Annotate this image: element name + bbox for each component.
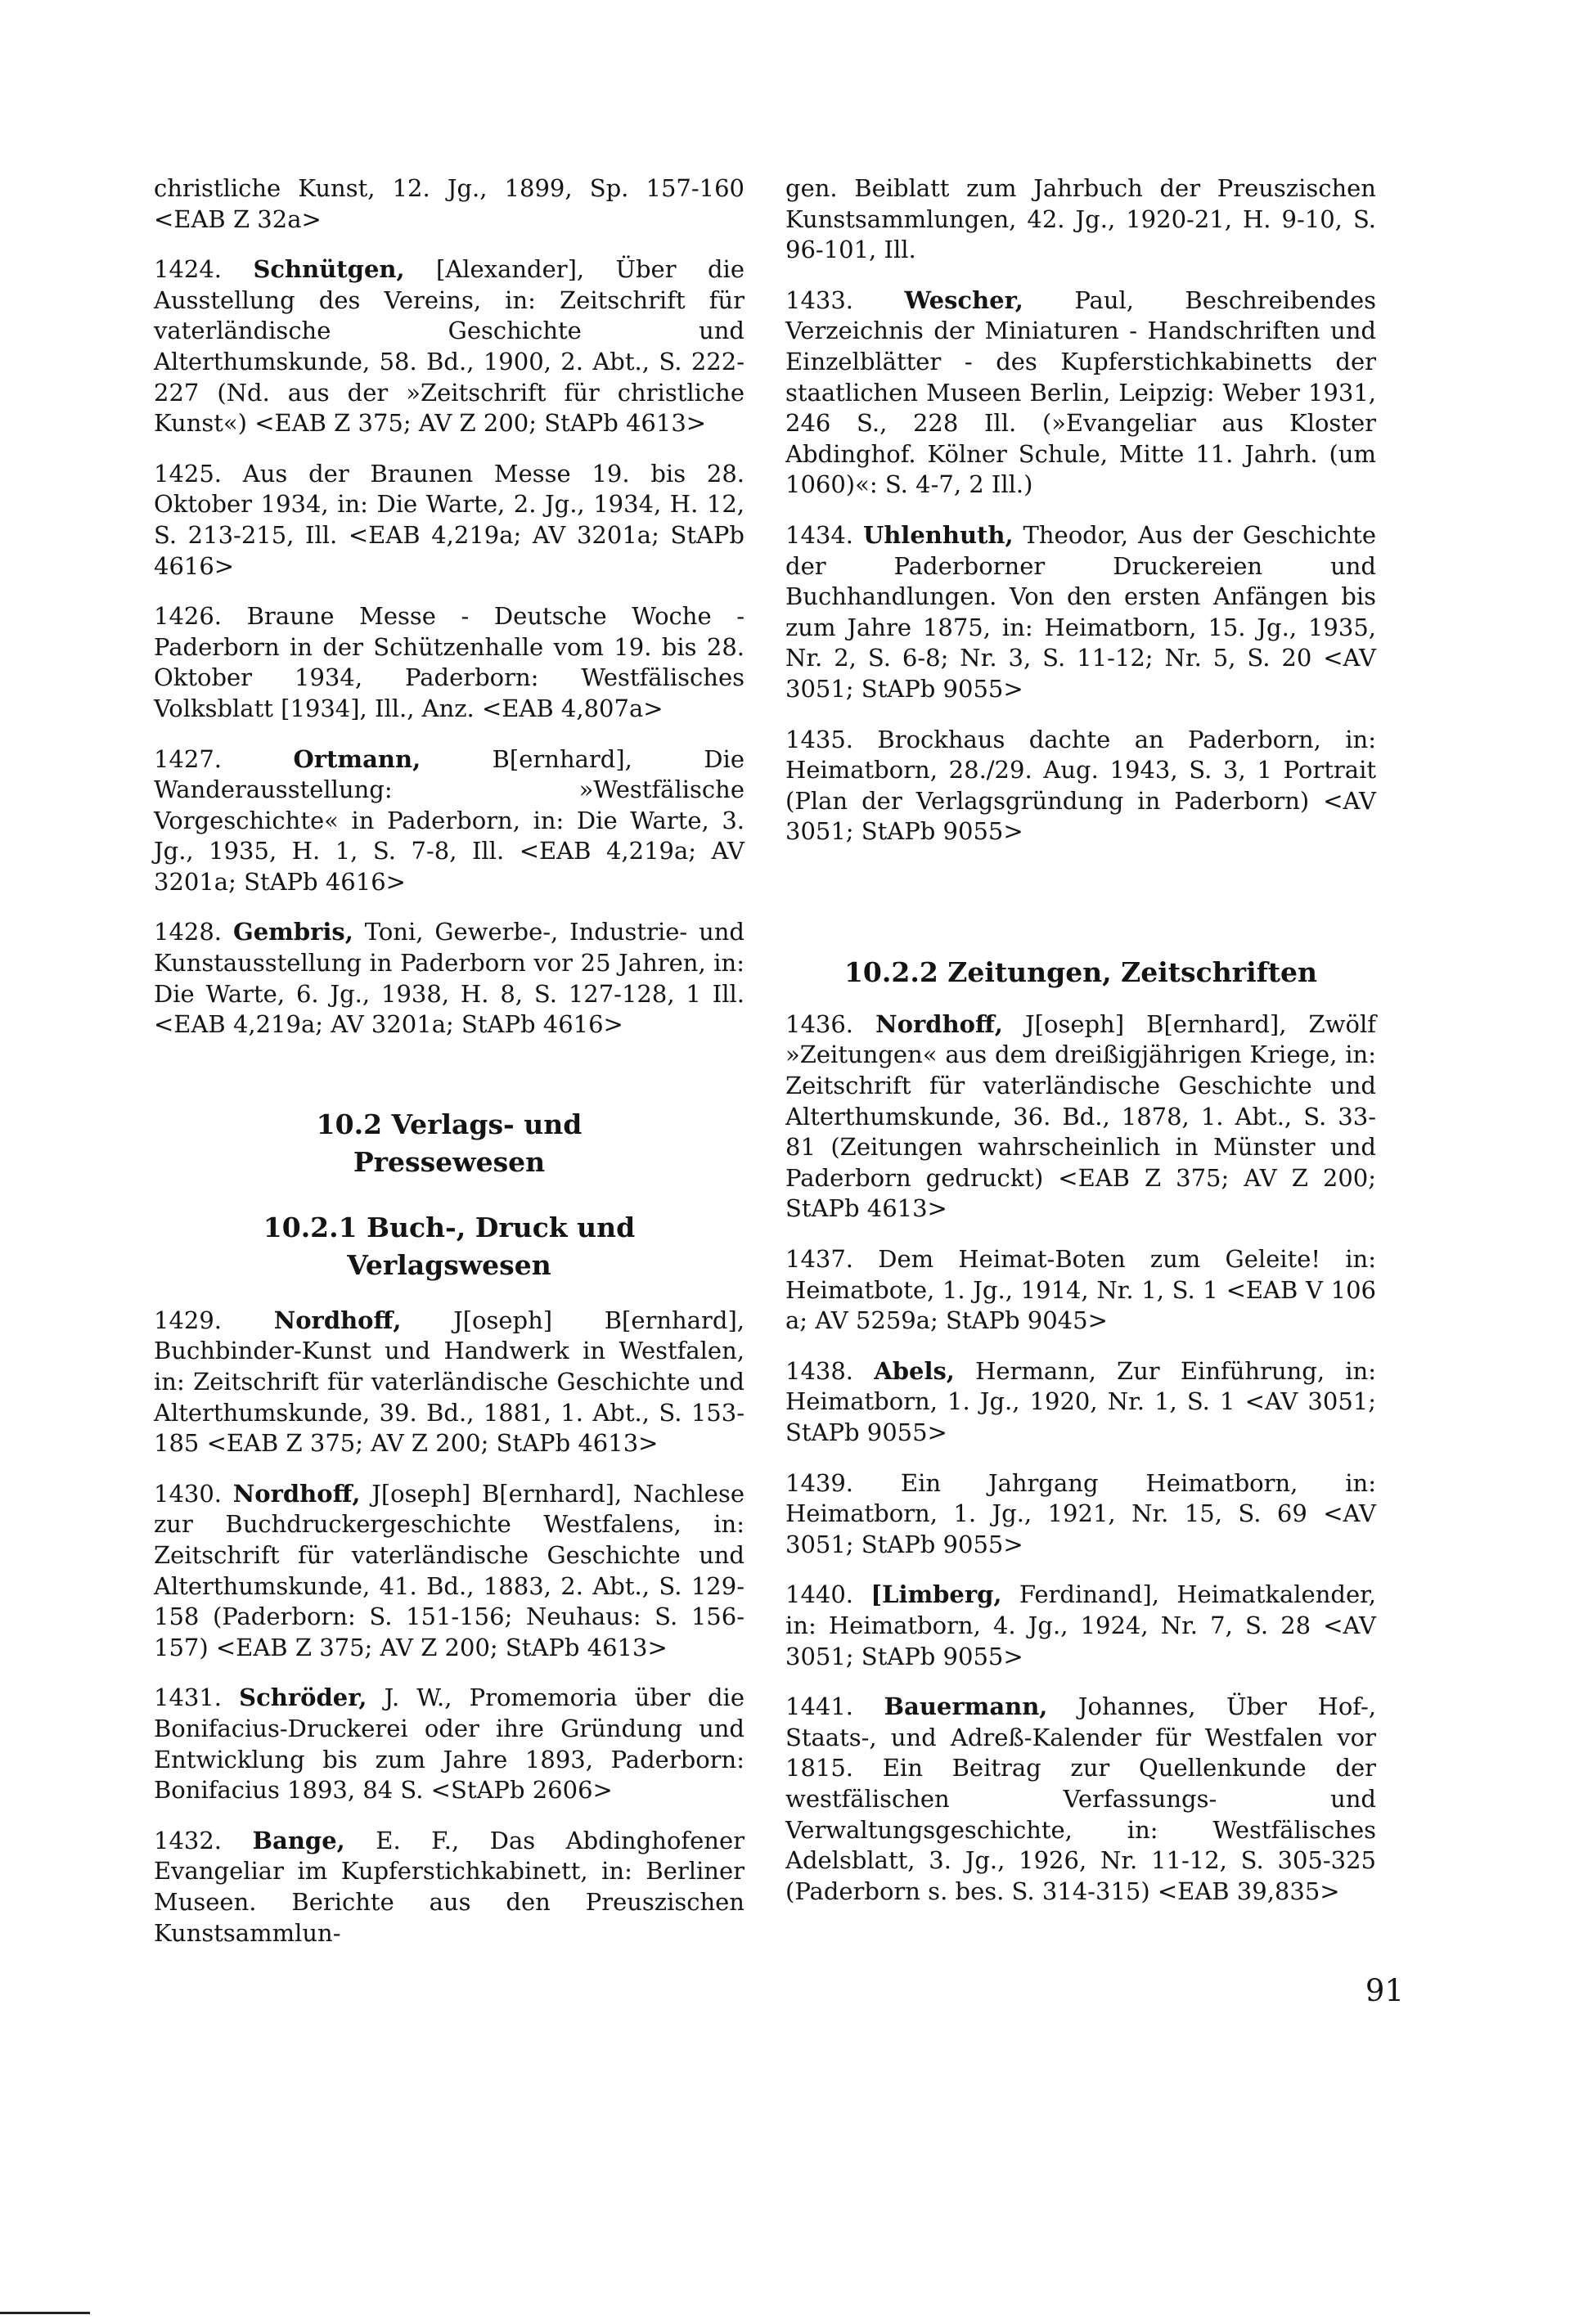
bibliography-entry xyxy=(154,917,745,1040)
section-heading xyxy=(154,1106,745,1181)
bibliography-entry xyxy=(785,725,1376,847)
entry-author: Gembris, xyxy=(232,918,353,946)
bibliography-entry xyxy=(785,520,1376,705)
entry-number: 1432. xyxy=(154,1826,223,1854)
subsection-heading xyxy=(154,1209,745,1284)
bibliography-entry xyxy=(154,1479,745,1664)
section-heading-line: Pressewesen xyxy=(353,1145,546,1178)
subsection-heading-line: Verlagswesen xyxy=(347,1248,551,1281)
entry-list xyxy=(154,254,745,1041)
entry-text: Johannes, Über Hof-, Staats-, und Adreß-Kalender für Westfalen vor 1815. Ein Beitrag zur Quellenkunde der westfälischen Verfassungs- und Verwaltungsgeschichte, in: Westfälisches Adelsblatt, 3. Jg., 1926, Nr. 11-12, S. 305-325 (Paderborn s. bes. S. 314-315) <EAB 39,835> xyxy=(785,1692,1376,1905)
right-column xyxy=(785,173,1376,1926)
entry-text: Brockhaus dachte an Paderborn, in: Heimatborn, 28./29. Aug. 1943, S. 3, 1 Portrait (Plan der Verlagsgründung in Paderborn) <AV 3051; StAPb 9055> xyxy=(785,725,1376,846)
entry-number: 1437. xyxy=(785,1245,854,1274)
bibliography-entry xyxy=(785,1580,1376,1672)
entry-number: 1434. xyxy=(785,520,854,549)
subsection-heading-line: 10.2.1 Buch-, Druck und xyxy=(263,1211,636,1243)
entry-author: Schnütgen, xyxy=(253,255,405,284)
entry-number: 1439. xyxy=(785,1468,854,1497)
entry-number: 1436. xyxy=(785,1009,854,1038)
bibliography-entry xyxy=(154,459,745,582)
section-heading-line: 10.2 Verlags- und xyxy=(316,1108,583,1140)
entry-text: J[oseph] B[ernhard], Zwölf »Zeitungen« aus dem dreißigjährigen Kriege, in: Zeitschrift für vaterländische Geschichte und Alterthumskunde, 36. Bd., 1878, 1. Abt., S. 33-81 (Zeitungen wahrscheinlich in Münster und Paderborn gedruckt) <EAB Z 375; AV Z 200; StAPb 4613> xyxy=(785,1009,1376,1223)
entry-number: 1426. xyxy=(154,602,223,631)
entry-text: Braune Messe - Deutsche Woche - Paderborn in der Schützenhalle vom 19. bis 28. Oktober 1934, Paderborn: Westfälisches Volksblatt [1934], Ill., Anz. <EAB 4,807a> xyxy=(154,602,745,722)
entry-text: J[oseph] B[ernhard], Buchbinder-Kunst und Handwerk in Westfalen, in: Zeitschrift für vaterländische Geschichte und Alterthumskunde, 39. Bd., 1881, 1. Abt., S. 153-185 <EAB Z 375; AV Z 200; StAPb 4613> xyxy=(154,1306,745,1458)
bibliography-entry xyxy=(785,285,1376,501)
entry-author: Nordhoff, xyxy=(273,1306,402,1334)
entry-author: Bange, xyxy=(252,1826,345,1854)
entry-number: 1424. xyxy=(154,255,223,284)
entry-author: Schröder, xyxy=(239,1683,367,1712)
bibliography-entry xyxy=(154,1306,745,1459)
entry-text: J. W., Promemoria über die Bonifacius-Druckerei oder ihre Gründung und Entwicklung bis zum Jahre 1893, Paderborn: Bonifacius 1893, 84 S. <StAPb 2606> xyxy=(154,1683,745,1805)
entry-number: 1430. xyxy=(154,1479,223,1508)
bibliography-entry xyxy=(785,1009,1376,1225)
entry-number: 1435. xyxy=(785,725,854,753)
entry-text: J[oseph] B[ernhard], Nachlese zur Buchdruckergeschichte Westfalens, in: Zeitschrift für vaterländische Geschichte und Alterthumskunde, 41. Bd., 1883, 2. Abt., S. 129-158 (Paderborn: S. 151-156; Neuhaus: S. 156-157) <EAB Z 375; AV Z 200; StAPb 4613> xyxy=(154,1479,745,1661)
entry-text: [Alexander], Über die Ausstellung des Vereins, in: Zeitschrift für vaterländische Geschichte und Alterthumskunde, 58. Bd., 1900, 2. Abt., S. 222-227 (Nd. aus der »Zeitschrift für christliche Kunst«) <EAB Z 375; AV Z 200; StAPb 4613> xyxy=(154,255,745,438)
continuation-text: christliche Kunst, 12. Jg., 1899, Sp. 157-160 <EAB Z 32a> xyxy=(154,174,745,233)
left-column xyxy=(154,173,745,1968)
entry-author: Wescher, xyxy=(904,285,1023,314)
entry-number: 1438. xyxy=(785,1356,854,1385)
bibliography-entry xyxy=(154,601,745,724)
bibliography-entry xyxy=(154,254,745,439)
entry-number: 1429. xyxy=(154,1306,223,1334)
entry-author: Nordhoff, xyxy=(875,1009,1003,1038)
entry-author: Ortmann, xyxy=(293,744,421,773)
entry-list xyxy=(154,1306,745,1949)
subsection-heading: 10.2.2 Zeitungen, Zeitschriften xyxy=(843,955,1318,988)
entry-text: Paul, Beschreibendes Verzeichnis der Miniaturen - Handschriften und Einzelblätter - des Kupferstichkabinetts der staatlichen Museen Berlin, Leipzig: Weber 1931, 246 S., 228 Ill. (»Evangeliar aus Kloster Abdinghof. Kölner Schule, Mitte 11. Jahrh. (um 1060)«: S. 4-7, 2 Ill.) xyxy=(785,285,1376,499)
entry-text: Dem Heimat-Boten zum Geleite! in: Heimatbote, 1. Jg., 1914, Nr. 1, S. 1 <EAB V 106 a; AV 5259a; StAPb 9045> xyxy=(785,1245,1376,1335)
scan-edge-rule xyxy=(0,2312,90,2314)
entry-text: E. F., Das Abdinghofener Evangeliar im Kupferstichkabinett, in: Berliner Museen. Berichte aus den Preuszischen Kunstsammlun- xyxy=(154,1826,745,1947)
entry-author: Abels, xyxy=(874,1356,955,1385)
entry-text: Toni, Gewerbe-, Industrie- und Kunstausstellung in Paderborn vor 25 Jahren, in: Die Warte, 6. Jg., 1938, H. 8, S. 127-128, 1 Ill. <EAB 4,219a; AV 3201a; StAPb 4616> xyxy=(154,918,745,1039)
bibliography-entry xyxy=(154,744,745,898)
bibliography-entry xyxy=(785,1692,1376,1907)
entry-number: 1433. xyxy=(785,285,854,314)
entry-number: 1425. xyxy=(154,459,223,488)
page-number: 91 xyxy=(1365,1973,1404,2008)
entry-text: Aus der Braunen Messe 19. bis 28. Oktober 1934, in: Die Warte, 2. Jg., 1934, H. 12, S. 213-215, Ill. <EAB 4,219a; AV 3201a; StAPb 4616> xyxy=(154,459,745,580)
bibliography-entry xyxy=(154,1683,745,1805)
entry-number: 1441. xyxy=(785,1692,854,1721)
entry-author: Bauermann, xyxy=(884,1692,1048,1721)
entry-text: Theodor, Aus der Geschichte der Paderborner Druckereien und Buchhandlungen. Von den ersten Anfängen bis zum Jahre 1875, in: Heimatborn, 15. Jg., 1935, Nr. 2, S. 6-8; Nr. 3, S. 11-12; Nr. 5, S. 20 <AV 3051; StAPb 9055> xyxy=(785,520,1376,703)
entry-number: 1440. xyxy=(785,1580,854,1609)
bibliography-entry xyxy=(785,1356,1376,1449)
entry-text: Ferdinand], Heimatkalender, in: Heimatborn, 4. Jg., 1924, Nr. 7, S. 28 <AV 3051; StAPb 9055> xyxy=(785,1580,1377,1670)
entry-author: [Limberg, xyxy=(870,1580,1002,1609)
entry-number: 1428. xyxy=(154,918,223,946)
entry-text: Ein Jahrgang Heimatborn, in: Heimatborn, 1. Jg., 1921, Nr. 15, S. 69 <AV 3051; StAPb 9055> xyxy=(785,1468,1376,1558)
entry-list xyxy=(785,1009,1376,1907)
entry-author: Uhlenhuth, xyxy=(862,520,1014,549)
entry-text: B[ernhard], Die Wanderausstellung: »Westfälische Vorgeschichte« in Paderborn, in: Die Warte, 3. Jg., 1935, H. 1, S. 7-8, Ill. <EAB 4,219a; AV 3201a; StAPb 4616> xyxy=(154,744,745,896)
entry-author: Nordhoff, xyxy=(232,1479,361,1508)
bibliography-entry xyxy=(785,1468,1376,1561)
continuation-text: gen. Beiblatt zum Jahrbuch der Preuszischen Kunstsammlungen, 42. Jg., 1920-21, H. 9-10, S. 96-101, Ill. xyxy=(785,174,1376,264)
bibliography-entry xyxy=(154,1826,745,1949)
entry-number: 1431. xyxy=(154,1683,223,1712)
entry-text: Hermann, Zur Einführung, in: Heimatborn, 1. Jg., 1920, Nr. 1, S. 1 <AV 3051; StAPb 9055> xyxy=(785,1356,1377,1446)
bibliography-entry xyxy=(785,1244,1376,1337)
entry-list xyxy=(785,285,1376,847)
entry-number: 1427. xyxy=(154,744,223,773)
